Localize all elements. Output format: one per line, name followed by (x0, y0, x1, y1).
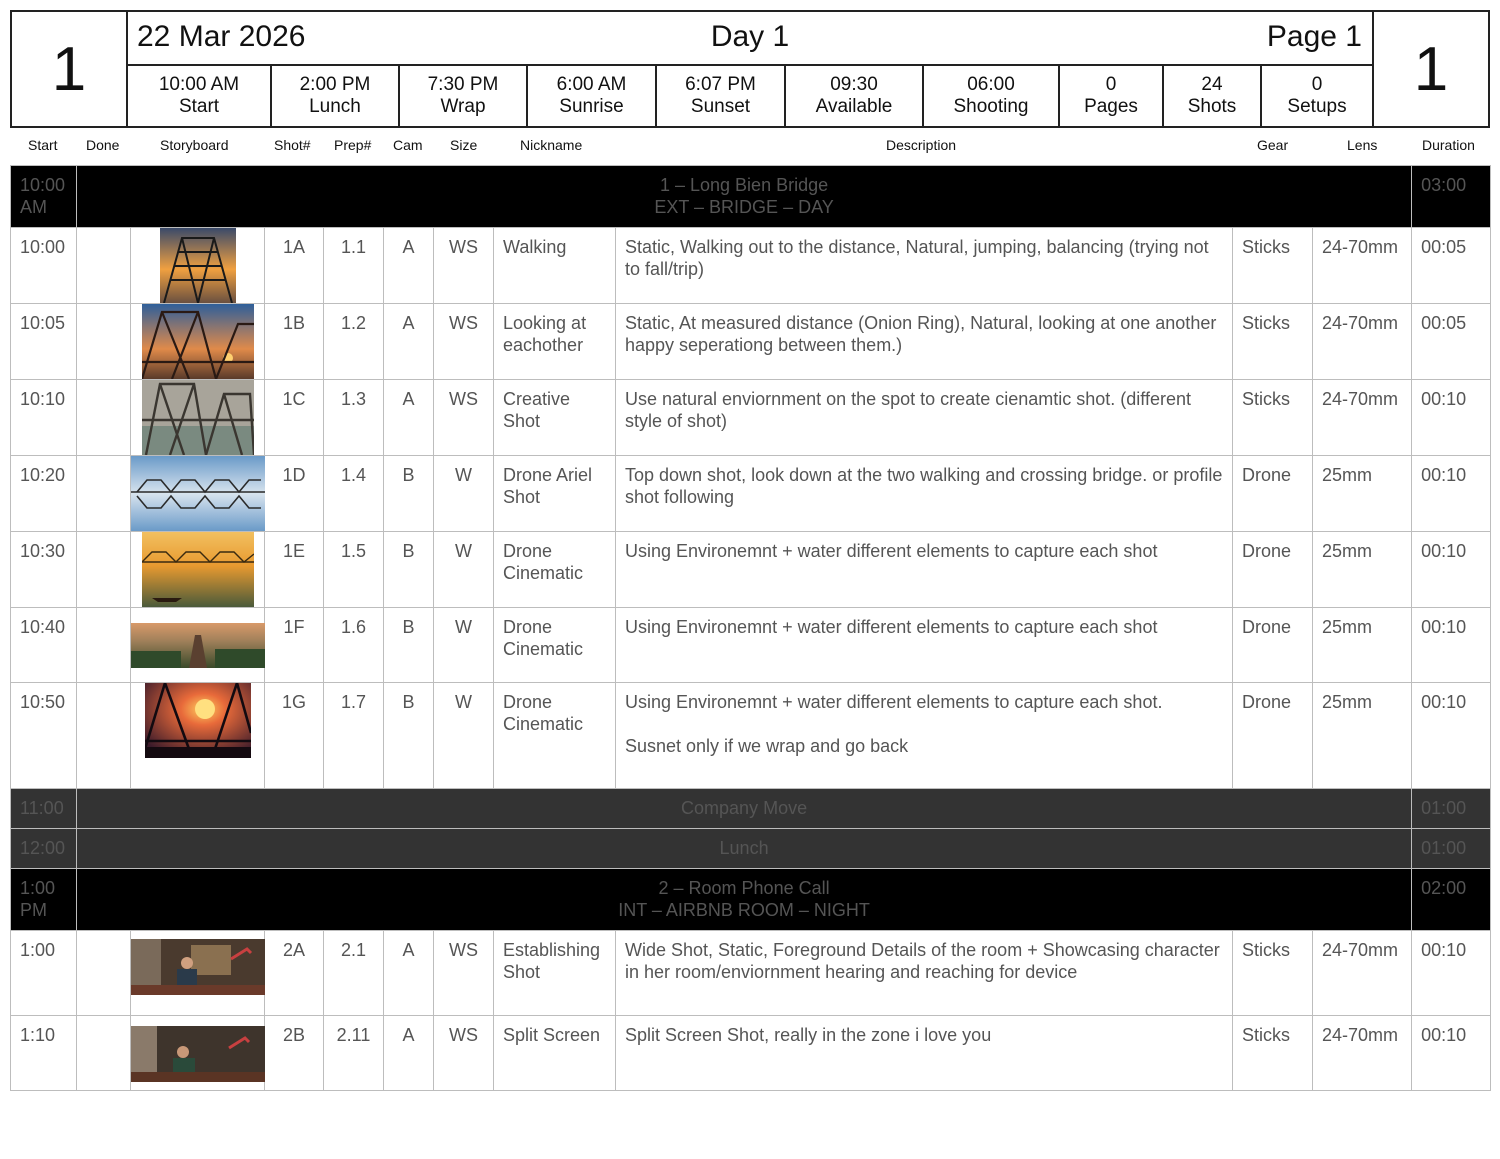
stat-lunch (272, 66, 400, 126)
stat-start (128, 66, 272, 126)
shot-gear: Sticks (1233, 304, 1313, 380)
shot-start: 10:20 (11, 456, 77, 532)
stat-value: 2:00 PM (299, 74, 371, 95)
col-size: Size (450, 137, 478, 153)
shot-description: Split Screen Shot, really in the zone i love you (616, 1016, 1233, 1091)
storyboard-cell[interactable] (131, 228, 265, 304)
camera: A (384, 1016, 434, 1091)
table-row[interactable] (11, 931, 1491, 1016)
prep-number: 1.5 (324, 532, 384, 608)
prep-number: 1.7 (324, 683, 384, 789)
camera: A (384, 304, 434, 380)
shot-gear: Drone (1233, 532, 1313, 608)
stat-label: Pages (1084, 96, 1138, 117)
shot-nickname: Drone Cinematic (494, 683, 616, 789)
sun-bridge-thumbnail (145, 683, 251, 758)
company-move-duration: 01:00 (1412, 789, 1491, 829)
shot-description: Use natural enviornment on the spot to create cienamtic shot. (different style of shot) (616, 380, 1233, 456)
stat-value: 6:07 PM (685, 74, 756, 95)
camera: A (384, 931, 434, 1016)
shot-number: 1E (265, 532, 324, 608)
shot-duration: 00:10 (1412, 683, 1491, 789)
shot-description: Using Environemnt + water different elements to capture each shot. (625, 692, 1163, 712)
col-prep: Prep# (334, 137, 372, 153)
shot-gear: Sticks (1233, 228, 1313, 304)
stat-label: Start (178, 96, 220, 117)
stat-label: Shots (1187, 96, 1237, 117)
shot-start: 10:05 (11, 304, 77, 380)
stat-value: 06:00 (967, 74, 1015, 95)
scene-time: 10:00 AM (11, 166, 77, 228)
shot-lens: 24-70mm (1313, 931, 1412, 1016)
done-checkbox[interactable] (77, 304, 131, 380)
table-row[interactable] (11, 304, 1491, 380)
shot-lens: 24-70mm (1313, 380, 1412, 456)
col-gear: Gear (1257, 137, 1289, 153)
camera: B (384, 683, 434, 789)
shot-nickname: Drone Ariel Shot (494, 456, 616, 532)
shot-schedule-table (10, 165, 1491, 1091)
scene-title: 2 – Room Phone Call (658, 878, 830, 898)
col-done: Done (86, 137, 120, 153)
shot-start: 10:00 (11, 228, 77, 304)
camera: A (384, 380, 434, 456)
stat-label: Sunset (690, 96, 751, 117)
col-duration: Duration (1422, 137, 1475, 153)
shot-number: 1D (265, 456, 324, 532)
shot-duration: 00:10 (1412, 1016, 1491, 1091)
stat-shooting (924, 66, 1060, 126)
header-stats (128, 66, 1372, 126)
shot-number: 1B (265, 304, 324, 380)
storyboard-cell[interactable] (131, 532, 265, 608)
page-label: Page 1 (1266, 20, 1362, 53)
shot-duration: 00:10 (1412, 380, 1491, 456)
storyboard-cell[interactable] (131, 1016, 265, 1091)
stat-label: Shooting (953, 96, 1029, 117)
stat-pages (1060, 66, 1164, 126)
camera: B (384, 456, 434, 532)
shot-size: W (434, 608, 494, 683)
prep-number: 2.1 (324, 931, 384, 1016)
shot-gear: Drone (1233, 608, 1313, 683)
stat-value: 09:30 (830, 74, 878, 95)
shot-nickname: Establishing Shot (494, 931, 616, 1016)
shot-number: 2A (265, 931, 324, 1016)
shot-duration: 00:10 (1412, 532, 1491, 608)
scene-duration: 02:00 (1412, 869, 1491, 931)
shot-size: W (434, 456, 494, 532)
shot-nickname: Split Screen (494, 1016, 616, 1091)
done-checkbox[interactable] (77, 456, 131, 532)
scene-title-cell (77, 166, 1412, 228)
bridge-sunset-thumbnail (160, 228, 236, 303)
col-cam: Cam (393, 137, 423, 153)
shot-nickname: Creative Shot (494, 380, 616, 456)
stat-label: Setups (1287, 96, 1347, 117)
shot-lens: 25mm (1313, 683, 1412, 789)
shot-gear: Sticks (1233, 931, 1313, 1016)
done-checkbox[interactable] (77, 228, 131, 304)
done-checkbox[interactable] (77, 683, 131, 789)
storyboard-cell[interactable] (131, 304, 265, 380)
shot-lens: 25mm (1313, 608, 1412, 683)
shot-size: WS (434, 304, 494, 380)
shot-number: 1C (265, 380, 324, 456)
shot-nickname: Drone Cinematic (494, 608, 616, 683)
col-nickname: Nickname (520, 137, 583, 153)
river-boat-thumbnail (142, 532, 254, 607)
shot-number: 1F (265, 608, 324, 683)
day-label: Day 1 (710, 20, 790, 53)
col-description: Description (886, 137, 957, 153)
scene-time: 1:00 PM (11, 869, 77, 931)
col-shot: Shot# (274, 137, 311, 153)
shot-duration: 00:10 (1412, 608, 1491, 683)
shot-gear: Sticks (1233, 1016, 1313, 1091)
day-number-right: 1 (1372, 12, 1488, 126)
table-row[interactable] (11, 608, 1491, 683)
shot-description: Using Environemnt + water different elements to capture each shot (616, 532, 1233, 608)
scene-duration: 03:00 (1412, 166, 1491, 228)
stat-label: Available (815, 96, 893, 117)
shot-gear: Sticks (1233, 380, 1313, 456)
stat-setups (1262, 66, 1372, 126)
stat-value: 0 (1105, 74, 1117, 95)
header-title-row (128, 12, 1372, 66)
done-checkbox[interactable] (77, 380, 131, 456)
storyboard-cell[interactable] (131, 456, 265, 532)
camera: B (384, 532, 434, 608)
scene-slug: EXT – BRIDGE – DAY (654, 197, 834, 217)
stat-label: Sunrise (559, 96, 624, 117)
schedule-header (10, 10, 1490, 128)
stat-value: 0 (1311, 74, 1323, 95)
table-row[interactable] (11, 380, 1491, 456)
shot-nickname: Walking (494, 228, 616, 304)
shot-nickname: Drone Cinematic (494, 532, 616, 608)
table-row[interactable] (11, 456, 1491, 532)
stat-wrap (400, 66, 528, 126)
camera: A (384, 228, 434, 304)
stat-value: 6:00 AM (556, 74, 627, 95)
shot-number: 1G (265, 683, 324, 789)
shot-duration: 00:10 (1412, 456, 1491, 532)
storyboard-cell[interactable] (131, 608, 265, 683)
prep-number: 1.6 (324, 608, 384, 683)
done-checkbox[interactable] (77, 608, 131, 683)
stat-shots (1164, 66, 1262, 126)
stat-value: 24 (1201, 74, 1223, 95)
shot-size: W (434, 532, 494, 608)
shot-start: 1:10 (11, 1016, 77, 1091)
shot-lens: 24-70mm (1313, 1016, 1412, 1091)
shot-start: 10:40 (11, 608, 77, 683)
col-start: Start (28, 137, 58, 153)
lunch-label: Lunch (77, 829, 1412, 869)
stat-sunset (657, 66, 786, 126)
shot-description: Top down shot, look down at the two walking and crossing bridge. or profile shot following (616, 456, 1233, 532)
storyboard-cell[interactable] (131, 931, 265, 1016)
shot-description-note: Susnet only if we wrap and go back (625, 736, 909, 756)
shot-description: Using Environemnt + water different elements to capture each shot (616, 608, 1233, 683)
shot-number: 2B (265, 1016, 324, 1091)
bridge-reflection-thumbnail (131, 456, 265, 531)
table-row[interactable] (11, 1016, 1491, 1091)
shot-size: WS (434, 380, 494, 456)
company-move-row[interactable] (11, 789, 1491, 829)
done-checkbox[interactable] (77, 532, 131, 608)
shot-gear: Drone (1233, 683, 1313, 789)
table-row[interactable] (11, 228, 1491, 304)
lunch-row[interactable] (11, 829, 1491, 869)
prep-number: 1.3 (324, 380, 384, 456)
scene-header-row[interactable] (11, 869, 1491, 931)
col-lens: Lens (1347, 137, 1378, 153)
column-headers (10, 136, 1490, 156)
lunch-duration: 01:00 (1412, 829, 1491, 869)
camera: B (384, 608, 434, 683)
bridge-steel-thumbnail (142, 380, 254, 455)
room-scene-thumbnail (131, 939, 265, 995)
shot-size: WS (434, 931, 494, 1016)
storyboard-cell[interactable] (131, 380, 265, 456)
prep-number: 1.2 (324, 304, 384, 380)
shot-gear: Drone (1233, 456, 1313, 532)
company-move-label: Company Move (77, 789, 1412, 829)
scene-title-cell (77, 869, 1412, 931)
shot-description: Static, At measured distance (Onion Ring), Natural, looking at one another happy seperationg between them.) (616, 304, 1233, 380)
shot-duration: 00:10 (1412, 931, 1491, 1016)
stat-label: Lunch (309, 96, 361, 117)
shot-lens: 25mm (1313, 532, 1412, 608)
shot-description: Static, Walking out to the distance, Natural, jumping, balancing (trying not to fall/trip) (616, 228, 1233, 304)
col-storyboard: Storyboard (160, 137, 229, 153)
stat-label: Wrap (440, 96, 486, 117)
scene-title: 1 – Long Bien Bridge (659, 175, 829, 195)
shot-lens: 25mm (1313, 456, 1412, 532)
shot-lens: 24-70mm (1313, 304, 1412, 380)
bridge-sunrise-thumbnail (142, 304, 254, 379)
stat-value: 7:30 PM (427, 74, 499, 95)
done-checkbox[interactable] (77, 931, 131, 1016)
shot-duration: 00:05 (1412, 228, 1491, 304)
prep-number: 1.4 (324, 456, 384, 532)
shoot-date: 22 Mar 2026 (137, 20, 306, 53)
scene-header-row[interactable] (11, 166, 1491, 228)
done-checkbox[interactable] (77, 1016, 131, 1091)
stat-sunrise (528, 66, 657, 126)
prep-number: 2.11 (324, 1016, 384, 1091)
shot-description-cell (616, 683, 1233, 789)
table-row[interactable] (11, 683, 1491, 789)
shot-description: Wide Shot, Static, Foreground Details of the room + Showcasing character in her room/enviornment hearing and reaching for device (616, 931, 1233, 1016)
shot-nickname: Looking at eachother (494, 304, 616, 380)
room-split-thumbnail (131, 1026, 265, 1082)
stat-value: 10:00 AM (158, 74, 240, 95)
shot-number: 1A (265, 228, 324, 304)
shot-start: 10:50 (11, 683, 77, 789)
stat-available (786, 66, 924, 126)
storyboard-cell[interactable] (131, 683, 265, 789)
shot-start: 1:00 (11, 931, 77, 1016)
shot-size: WS (434, 1016, 494, 1091)
table-row[interactable] (11, 532, 1491, 608)
shot-size: WS (434, 228, 494, 304)
shot-size: W (434, 683, 494, 789)
header-center (128, 12, 1372, 126)
shot-start: 10:10 (11, 380, 77, 456)
prep-number: 1.1 (324, 228, 384, 304)
scene-slug: INT – AIRBNB ROOM – NIGHT (618, 900, 870, 920)
aerial-bridge-thumbnail (131, 623, 265, 668)
shot-duration: 00:05 (1412, 304, 1491, 380)
company-move-time: 11:00 (11, 789, 77, 829)
shot-start: 10:30 (11, 532, 77, 608)
day-number-left: 1 (12, 12, 128, 126)
shot-lens: 24-70mm (1313, 228, 1412, 304)
lunch-time: 12:00 (11, 829, 77, 869)
